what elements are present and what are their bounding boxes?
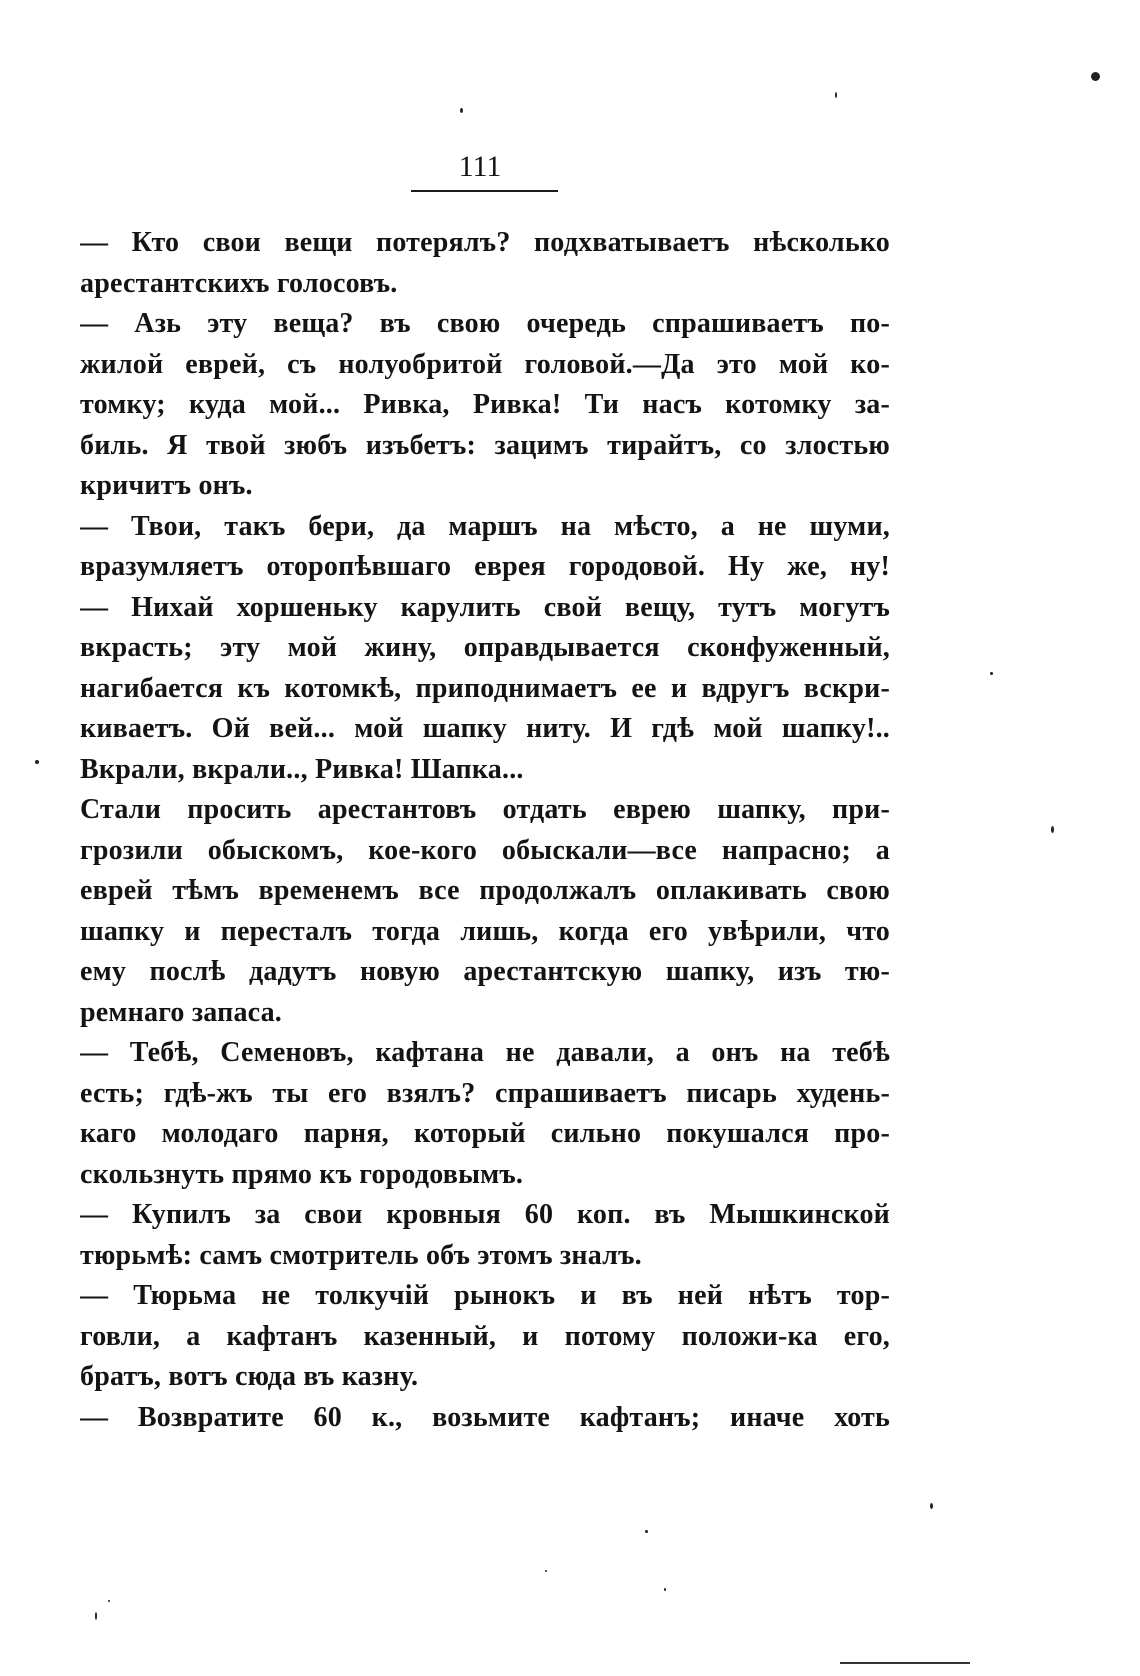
text-line: грозили обыскомъ, кое-кого обыскали—все напрасно; а <box>80 834 890 866</box>
text-line: кричитъ онъ. <box>80 470 253 501</box>
text-line: говли, а кафтанъ казенный, и потому положи-ка его, <box>80 1320 890 1352</box>
text-line: братъ, вотъ сюда въ казну. <box>80 1361 419 1392</box>
text-line: — Тюрьма не толкучій рынокъ и въ ней нѣтъ тор- <box>80 1280 890 1311</box>
scan-speck <box>1051 826 1054 833</box>
scan-speck <box>664 1588 666 1591</box>
scan-speck <box>1091 72 1100 81</box>
text-line: — Нихай хоршеньку карулить свой вещу, тутъ могутъ <box>80 591 890 623</box>
text-line: тюрьмѣ: самъ смотритель объ этомъ зналъ. <box>80 1239 642 1271</box>
text-line: вразумляетъ оторопѣвшаго еврея городовой. Ну же, ну! <box>80 551 890 582</box>
text-line: нагибается къ котомкѣ, приподнимаетъ ее и вдругъ вскри- <box>80 672 890 704</box>
scan-speck <box>990 672 993 675</box>
text-line: еврей тѣмъ временемъ все продолжалъ оплакивать свою <box>80 875 890 906</box>
scan-speck <box>930 1503 933 1509</box>
text-line: вкрасть; эту мой жину, оправдывается сконфуженный, <box>80 632 890 663</box>
text-line: биль. Я твой зюбъ изъбетъ: зацимъ тирайтъ, со злостью <box>80 429 890 461</box>
text-line: — Кто свои вещи потерялъ? подхватываетъ нѣсколько <box>80 227 890 258</box>
bottom-edge-rule <box>840 1662 970 1664</box>
text-line: жилой еврей, съ нолуобритой головой.—Да это мой ко- <box>80 348 890 380</box>
body-text <box>80 223 890 1438</box>
scan-speck <box>835 92 837 98</box>
scan-speck <box>460 108 463 113</box>
text-line: есть; гдѣ-жъ ты его взялъ? спрашиваетъ писарь худень- <box>80 1077 890 1109</box>
text-line: шапку и пересталъ тогда лишь, когда его увѣрили, что <box>80 915 890 947</box>
text-line: скользнуть прямо къ городовымъ. <box>80 1158 524 1190</box>
text-line: ему послѣ дадутъ новую арестантскую шапку, изъ тю- <box>80 956 890 987</box>
text-line: — Возвратите 60 к., возьмите кафтанъ; иначе хоть <box>80 1401 890 1433</box>
text-line: — Твои, такъ бери, да маршъ на мѣсто, а не шуми, <box>80 510 890 542</box>
scan-speck <box>645 1530 648 1533</box>
text-line: киваетъ. Ой вей... мой шапку ниту. И гдѣ мой шапку!.. <box>80 713 890 744</box>
text-line: Вкрали, вкрали.., Ривка! Шапка... <box>80 753 524 785</box>
scan-speck <box>545 1570 547 1572</box>
text-line: — Тебѣ, Семеновъ, кафтана не давали, а онъ на тебѣ <box>80 1037 890 1068</box>
scan-speck <box>35 760 39 764</box>
page-number-rule <box>411 190 558 192</box>
scan-speck <box>108 1600 110 1602</box>
text-line: Стали просить арестантовъ отдать еврею шапку, при- <box>80 794 890 825</box>
text-line: каго молодаго парня, который сильно покушался про- <box>80 1118 890 1149</box>
page-number: 111 <box>458 150 502 183</box>
text-line: ремнаго запаса. <box>80 996 283 1028</box>
text-line: арестантскихъ голосовъ. <box>80 267 398 299</box>
text-line: — Азь эту веща? въ свою очередь спрашиваетъ по- <box>80 308 890 339</box>
scan-speck <box>95 1612 97 1620</box>
text-line: томку; куда мой... Ривка, Ривка! Ти насъ котомку за- <box>80 389 890 420</box>
text-line: — Купилъ за свои кровныя 60 коп. въ Мышкинской <box>80 1199 890 1230</box>
